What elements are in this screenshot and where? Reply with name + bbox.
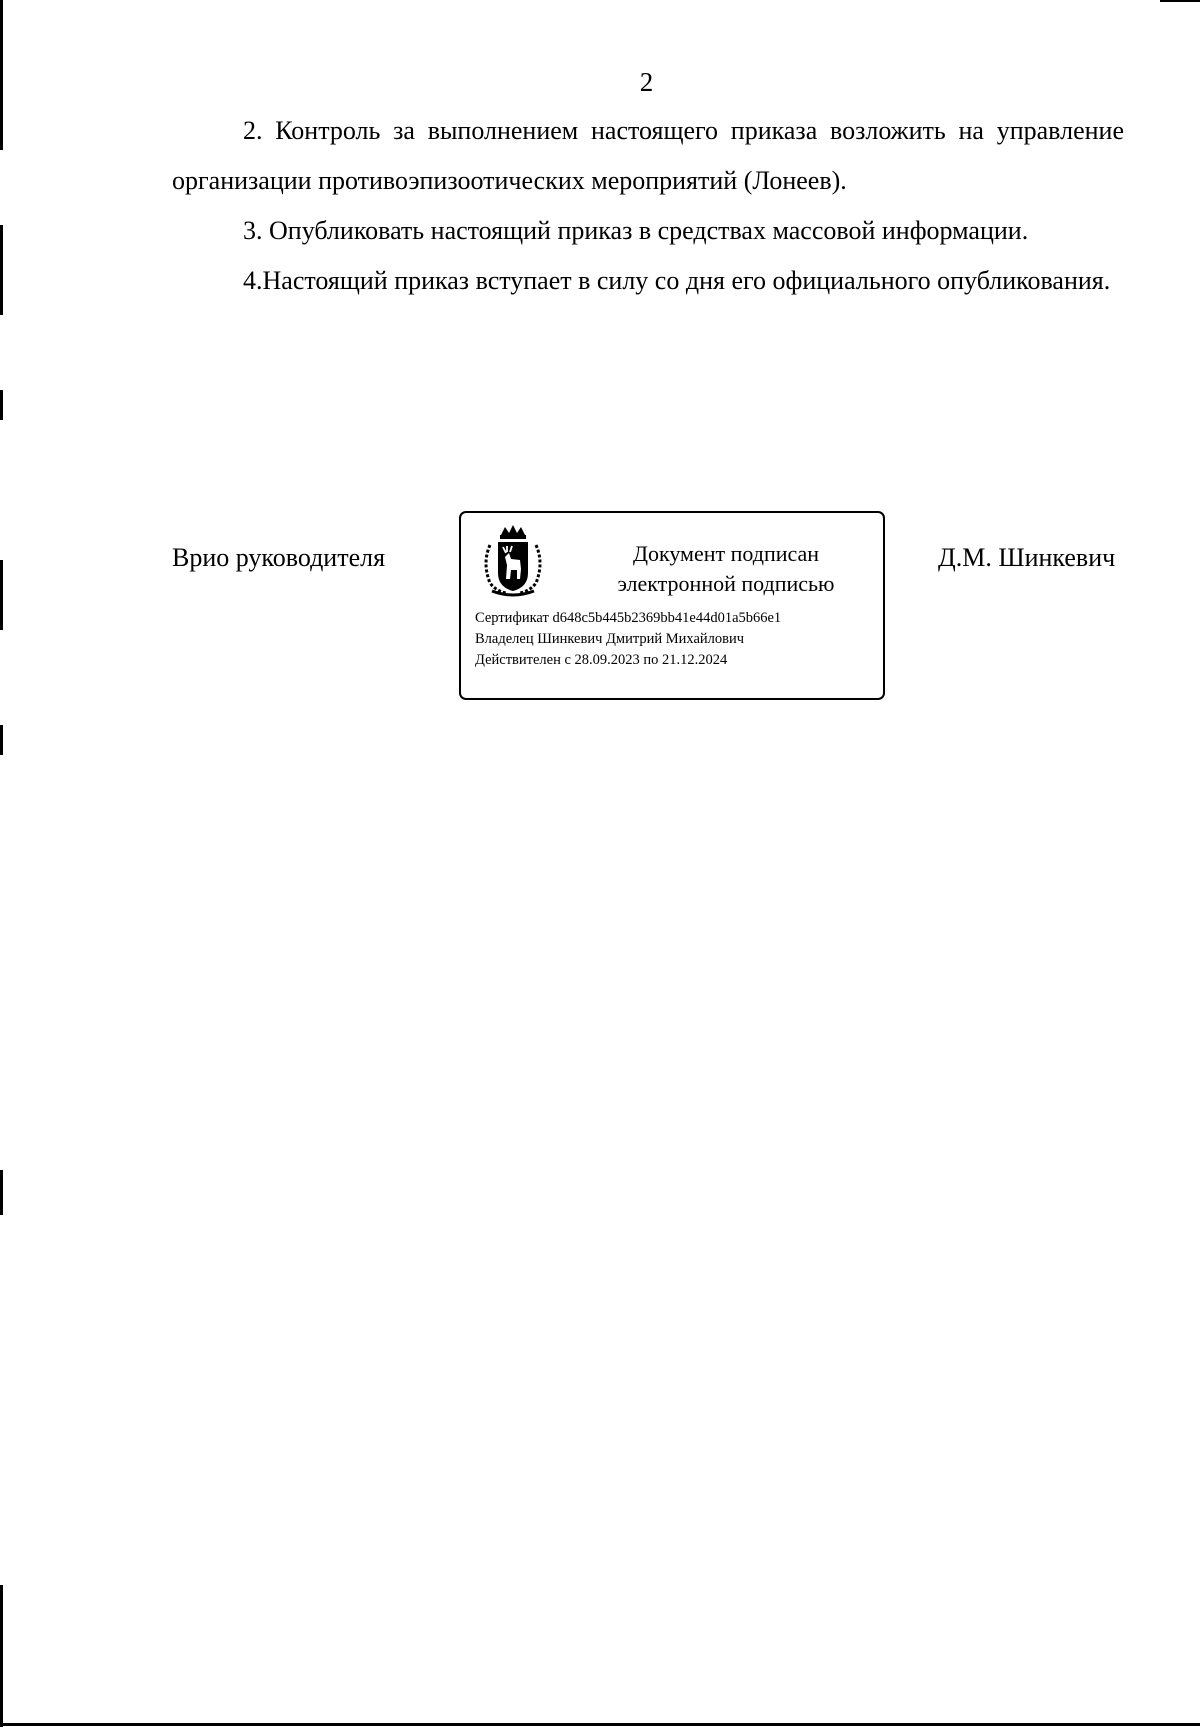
stamp-heading-line2: электронной подписью bbox=[617, 571, 835, 596]
scan-edge-left-6 bbox=[0, 1170, 3, 1215]
paragraph-3: 3. Опубликовать настоящий приказ в средствах массовой информации. bbox=[243, 216, 1029, 245]
electronic-signature-stamp bbox=[459, 511, 885, 700]
scan-edge-left-2 bbox=[0, 225, 3, 315]
stamp-details bbox=[475, 608, 781, 671]
scan-edge-left-7 bbox=[0, 1585, 3, 1727]
stamp-owner: Владелец Шинкевич Дмитрий Михайлович bbox=[475, 631, 745, 647]
page-number: 2 bbox=[639, 67, 654, 97]
stamp-certificate: Сертификат d648c5b445b2369bb41e44d01a5b66e1 bbox=[475, 610, 782, 626]
document-body bbox=[172, 106, 1124, 306]
paragraph-4: 4.Настоящий приказ вступает в силу со дня его официального опубликования. bbox=[243, 266, 1111, 295]
coat-of-arms-icon bbox=[476, 523, 550, 599]
paragraph-2: 2. Контроль за выполнением настоящего приказа возложить на управление организации противоэпизоотических мероприятий (Лонеев). bbox=[172, 116, 1124, 195]
scan-edge-bottom bbox=[0, 1723, 1200, 1726]
stamp-validity: Действителен с 28.09.2023 по 21.12.2024 bbox=[475, 652, 728, 668]
scan-edge-left-5 bbox=[0, 725, 3, 755]
scan-edge-top-right bbox=[1160, 0, 1200, 2]
stamp-heading bbox=[581, 539, 871, 599]
signatory-position: Врио руководителя bbox=[172, 543, 386, 572]
stamp-heading-line1: Документ подписан bbox=[632, 541, 820, 566]
scan-edge-left-4 bbox=[0, 560, 3, 630]
scan-edge-left-3 bbox=[0, 390, 3, 420]
signatory-name: Д.М. Шинкевич bbox=[938, 543, 1116, 572]
